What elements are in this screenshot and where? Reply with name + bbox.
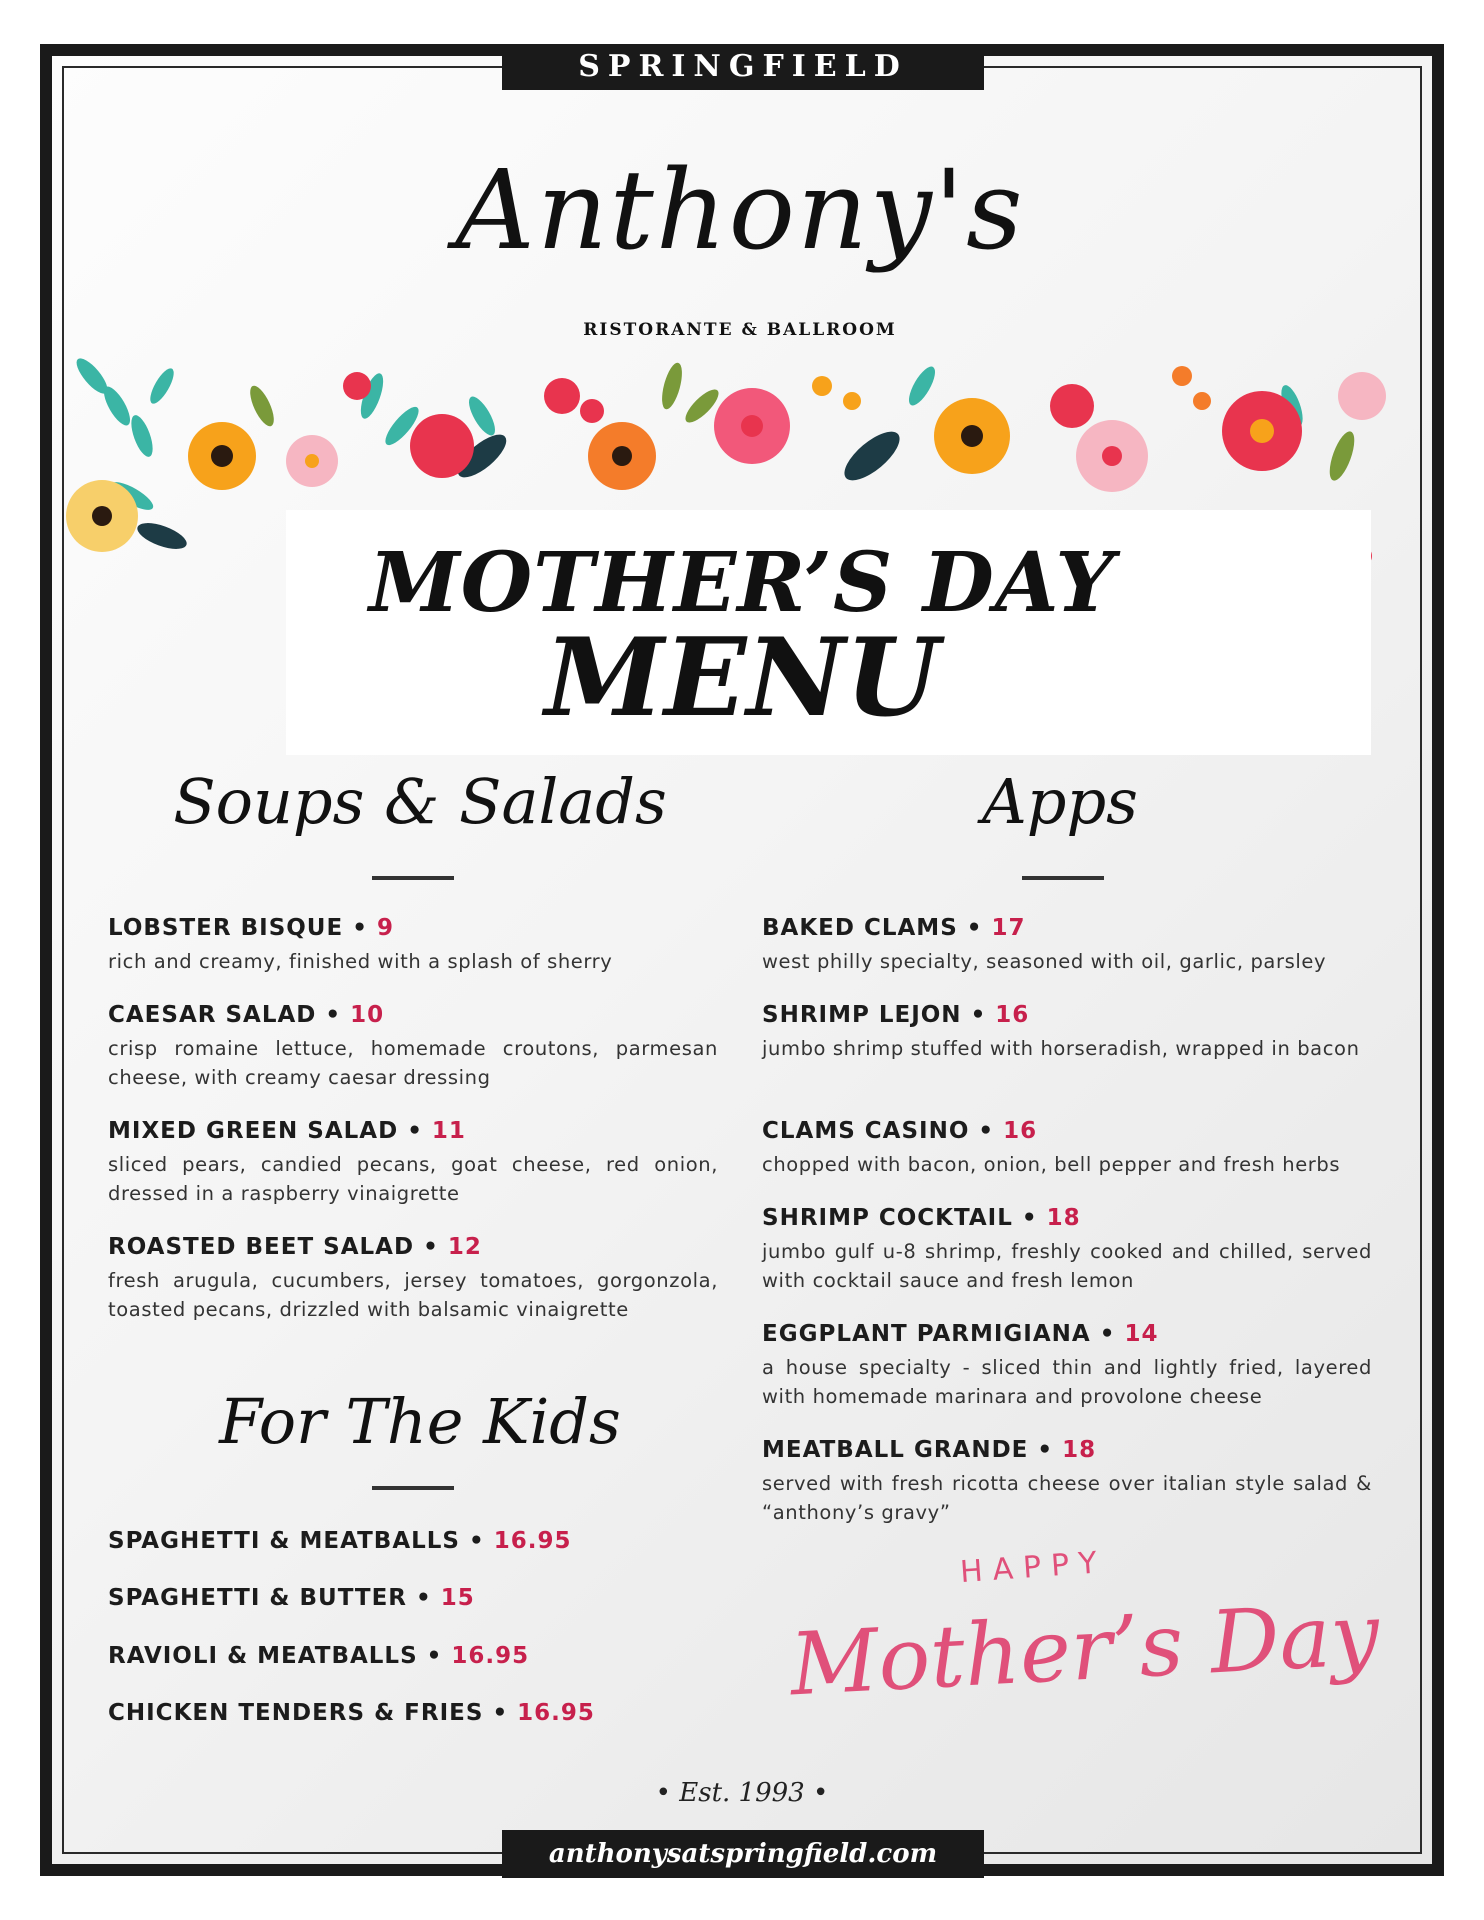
menu-item: SHRIMP LEJON • 16 jumbo shrimp stuffed with horseradish, wrapped in bacon (762, 1002, 1372, 1063)
greeting-mothers-day: Mother’s Day (787, 1584, 1382, 1716)
website-link[interactable]: anthonysatspringfield.com (502, 1830, 984, 1878)
item-price: 16 (1003, 1118, 1038, 1144)
item-price: 14 (1124, 1321, 1159, 1347)
section-heading-apps: Apps (982, 765, 1138, 838)
kids-item: CHICKEN TENDERS & FRIES • 16.95 (108, 1700, 595, 1726)
item-description: rich and creamy, finished with a splash of sherry (108, 950, 613, 973)
kids-item: SPAGHETTI & BUTTER • 15 (108, 1585, 475, 1611)
item-price: 12 (447, 1234, 482, 1260)
section-divider (372, 876, 454, 880)
item-name: ROASTED BEET SALAD (108, 1234, 415, 1260)
item-description: fresh arugula, cucumbers, jersey tomatoes, gorgonzola, toasted pecans, drizzled with balsamic vinaigrette (108, 1269, 718, 1321)
item-name: SPAGHETTI & BUTTER (108, 1585, 408, 1611)
location-tab: SPRINGFIELD (502, 44, 984, 90)
item-name: SHRIMP COCKTAIL (762, 1205, 1013, 1231)
item-price: 18 (1062, 1437, 1097, 1463)
item-description: jumbo shrimp stuffed with horseradish, wrapped in bacon (762, 1037, 1360, 1060)
item-price: 15 (440, 1585, 475, 1611)
section-heading-kids: For The Kids (219, 1385, 621, 1458)
menu-item: SHRIMP COCKTAIL • 18 jumbo gulf u-8 shrimp, freshly cooked and chilled, served with cocktail sauce and fresh lemon (762, 1205, 1372, 1295)
menu-item: CLAMS CASINO • 16 chopped with bacon, onion, bell pepper and fresh herbs (762, 1118, 1372, 1179)
item-description: chopped with bacon, onion, bell pepper and fresh herbs (762, 1153, 1341, 1176)
section-divider (1022, 876, 1104, 880)
item-description: west philly specialty, seasoned with oil, garlic, parsley (762, 950, 1327, 973)
item-name: CLAMS CASINO (762, 1118, 970, 1144)
menu-item: CAESAR SALAD • 10 crisp romaine lettuce, homemade croutons, parmesan cheese, with creamy caesar dressing (108, 1002, 718, 1092)
item-description: served with fresh ricotta cheese over italian style salad & “anthony’s gravy” (762, 1472, 1372, 1524)
item-description: jumbo gulf u-8 shrimp, freshly cooked and chilled, served with cocktail sauce and fresh lemon (762, 1240, 1372, 1292)
item-description: sliced pears, candied pecans, goat cheese, red onion, dressed in a raspberry vinaigrette (108, 1153, 718, 1205)
logo-subtitle: RISTORANTE & BALLROOM (583, 320, 897, 340)
item-name: EGGPLANT PARMIGIANA (762, 1321, 1091, 1347)
item-price: 9 (376, 915, 394, 941)
item-name: MEATBALL GRANDE (762, 1437, 1029, 1463)
item-name: SHRIMP LEJON (762, 1002, 962, 1028)
item-name: CHICKEN TENDERS & FRIES (108, 1700, 484, 1726)
logo-name: Anthony's (455, 146, 1025, 274)
menu-item: MIXED GREEN SALAD • 11 sliced pears, candied pecans, goat cheese, red onion, dressed in a raspberry vinaigrette (108, 1118, 718, 1208)
item-name: BAKED CLAMS (762, 915, 958, 941)
item-price: 16.95 (451, 1643, 530, 1669)
section-heading-soups-salads: Soups & Salads (173, 765, 667, 838)
item-price: 18 (1046, 1205, 1081, 1231)
item-price: 16 (995, 1002, 1030, 1028)
item-name: LOBSTER BISQUE (108, 915, 344, 941)
item-price: 10 (350, 1002, 385, 1028)
item-price: 16.95 (517, 1700, 595, 1726)
item-description: crisp romaine lettuce, homemade croutons, parmesan cheese, with creamy caesar dressing (108, 1037, 718, 1089)
menu-item: LOBSTER BISQUE • 9 rich and creamy, finished with a splash of sherry (108, 915, 718, 976)
item-price: 11 (431, 1118, 466, 1144)
item-name: RAVIOLI & MEATBALLS (108, 1643, 418, 1669)
kids-item: RAVIOLI & MEATBALLS • 16.95 (108, 1643, 530, 1669)
greeting-happy: HAPPY (958, 1544, 1108, 1591)
menu-title-line2: MENU (544, 615, 940, 741)
item-name: CAESAR SALAD (108, 1002, 317, 1028)
menu-item: BAKED CLAMS • 17 west philly specialty, seasoned with oil, garlic, parsley (762, 915, 1372, 976)
established-year: • Est. 1993 • (655, 1778, 829, 1808)
section-divider (372, 1486, 454, 1490)
kids-item: SPAGHETTI & MEATBALLS • 16.95 (108, 1528, 572, 1554)
item-description: a house specialty - sliced thin and lightly fried, layered with homemade marinara and provolone cheese (762, 1356, 1372, 1408)
menu-item: MEATBALL GRANDE • 18 served with fresh ricotta cheese over italian style salad & “anthony’s gravy” (762, 1437, 1372, 1527)
menu-title-line1: MOTHER’S DAY (369, 535, 1115, 631)
item-price: 17 (991, 915, 1026, 941)
item-price: 16.95 (493, 1528, 572, 1554)
menu-item: EGGPLANT PARMIGIANA • 14 a house specialty - sliced thin and lightly fried, layered with homemade marinara and provolone cheese (762, 1321, 1372, 1411)
item-name: MIXED GREEN SALAD (108, 1118, 399, 1144)
menu-item: ROASTED BEET SALAD • 12 fresh arugula, cucumbers, jersey tomatoes, gorgonzola, toasted pecans, drizzled with balsamic vinaigrette (108, 1234, 718, 1324)
item-name: SPAGHETTI & MEATBALLS (108, 1528, 460, 1554)
logo (420, 140, 1060, 340)
